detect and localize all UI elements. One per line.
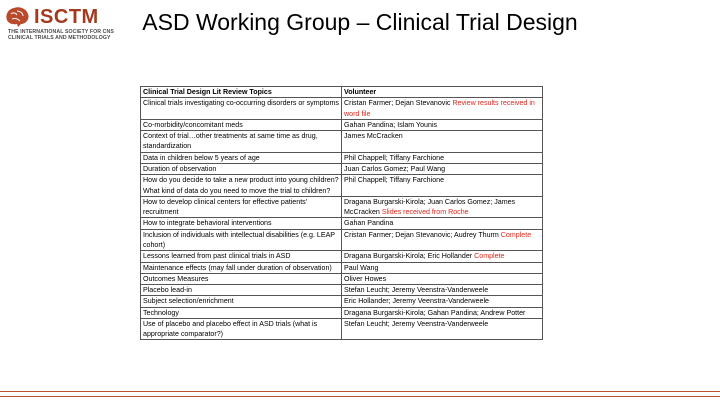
topic-cell: Placebo lead-in bbox=[141, 285, 342, 296]
topic-cell: Outcomes Measures bbox=[141, 273, 342, 284]
volunteer-names: Phil Chappell; Tiffany Farchione bbox=[344, 176, 445, 185]
topic-cell: How to integrate behavioral interventions bbox=[141, 218, 342, 229]
volunteer-cell bbox=[342, 175, 543, 197]
table-body bbox=[141, 98, 543, 340]
topic-cell: Clinical trials investigating co-occurring disorders or symptoms bbox=[141, 98, 342, 120]
volunteer-names: Dragana Burgarski-Kirola; Eric Hollander bbox=[344, 252, 473, 261]
table-row bbox=[141, 152, 543, 163]
volunteer-cell bbox=[342, 262, 543, 273]
topic-cell: How do you decide to take a new product into young children? What kind of data do you need to move the trial to children? bbox=[141, 175, 342, 197]
topic-cell: Data in children below 5 years of age bbox=[141, 152, 342, 163]
volunteer-names: Oliver Howes bbox=[344, 274, 387, 283]
header-topics: Clinical Trial Design Lit Review Topics bbox=[141, 87, 342, 98]
topic-cell: Duration of observation bbox=[141, 163, 342, 174]
topic-cell: Lessons learned from past clinical trials in ASD bbox=[141, 251, 342, 262]
table-row bbox=[141, 163, 543, 174]
volunteer-cell bbox=[342, 218, 543, 229]
slide-title: ASD Working Group – Clinical Trial Design bbox=[142, 9, 578, 35]
volunteer-names: Cristan Farmer; Dejan Stevanovic bbox=[344, 99, 451, 108]
volunteer-cell bbox=[342, 229, 543, 251]
volunteer-names: Gahan Pandina; Islam Younis bbox=[344, 120, 438, 129]
table-row bbox=[141, 251, 543, 262]
table-header-row bbox=[141, 87, 543, 98]
topic-cell: Use of placebo and placebo effect in ASD trials (what is appropriate comparator?) bbox=[141, 318, 342, 340]
volunteer-cell bbox=[342, 131, 543, 153]
review-topics-table bbox=[140, 86, 542, 340]
volunteer-names: Dragana Burgarski-Kirola; Gahan Pandina; Andrew Potter bbox=[344, 308, 526, 317]
table-row bbox=[141, 98, 543, 120]
topic-cell: Subject selection/enrichment bbox=[141, 296, 342, 307]
volunteer-cell bbox=[342, 318, 543, 340]
volunteer-names: Stefan Leucht; Jeremy Veenstra-Vanderweele bbox=[344, 286, 489, 295]
topic-cell: Inclusion of individuals with intellectual disabilities (e.g. LEAP cohort) bbox=[141, 229, 342, 251]
logo-subtitle-line1: THE INTERNATIONAL SOCIETY FOR CNS bbox=[8, 29, 114, 35]
status-note: Complete bbox=[474, 252, 505, 261]
volunteer-cell bbox=[342, 196, 543, 218]
status-note: Review results received in word file bbox=[344, 99, 535, 118]
volunteer-cell bbox=[342, 285, 543, 296]
table-row bbox=[141, 218, 543, 229]
volunteer-cell bbox=[342, 307, 543, 318]
volunteer-cell bbox=[342, 296, 543, 307]
table-row bbox=[141, 307, 543, 318]
topic-cell: Technology bbox=[141, 307, 342, 318]
footer-rule-bottom bbox=[0, 396, 720, 397]
volunteer-cell bbox=[342, 163, 543, 174]
volunteer-cell bbox=[342, 273, 543, 284]
volunteer-names: Gahan Pandina bbox=[344, 219, 394, 228]
logo-name: ISCTM bbox=[34, 6, 99, 28]
volunteer-cell bbox=[342, 98, 543, 120]
volunteer-cell bbox=[342, 119, 543, 130]
table-row bbox=[141, 119, 543, 130]
table-row bbox=[141, 273, 543, 284]
table-row bbox=[141, 131, 543, 153]
status-note: Slides received from Roche bbox=[381, 208, 469, 217]
volunteer-names: Dragana Burgarski-Kirola; Juan Carlos Gomez; James McCracken bbox=[344, 197, 516, 217]
footer-rule-top bbox=[0, 391, 720, 392]
table-row bbox=[141, 296, 543, 307]
volunteer-names: Stefan Leucht; Jeremy Veenstra-Vanderweele bbox=[344, 319, 489, 328]
table-row bbox=[141, 285, 543, 296]
table-row bbox=[141, 318, 543, 340]
topic-cell: Maintenance effects (may fall under duration of observation) bbox=[141, 262, 342, 273]
volunteer-names: Cristan Farmer; Dejan Stevanovic; Audrey Thurm bbox=[344, 230, 499, 239]
table-row bbox=[141, 229, 543, 251]
volunteer-cell bbox=[342, 152, 543, 163]
table-row bbox=[141, 196, 543, 218]
volunteer-names: Paul Wang bbox=[344, 263, 379, 272]
topic-cell: Co-morbidity/concomitant meds bbox=[141, 119, 342, 130]
table-row bbox=[141, 262, 543, 273]
table-row bbox=[141, 175, 543, 197]
volunteer-names: James McCracken bbox=[344, 132, 403, 141]
status-note: Complete bbox=[500, 230, 532, 239]
volunteer-names: Eric Hollander; Jeremy Veenstra-Vanderweele bbox=[344, 297, 489, 306]
logo-subtitle-line2: CLINICAL TRIALS AND METHODOLOGY bbox=[8, 35, 111, 41]
volunteer-names: Phil Chappell; Tiffany Farchione bbox=[344, 153, 445, 162]
header-volunteer: Volunteer bbox=[342, 87, 543, 98]
topic-cell: How to develop clinical centers for effective patients' recruitment bbox=[141, 196, 342, 218]
topic-cell: Context of trial…other treatments at same time as drug, standardization bbox=[141, 131, 342, 153]
volunteer-names: Juan Carlos Gomez; Paul Wang bbox=[344, 164, 446, 173]
volunteer-cell bbox=[342, 251, 543, 262]
